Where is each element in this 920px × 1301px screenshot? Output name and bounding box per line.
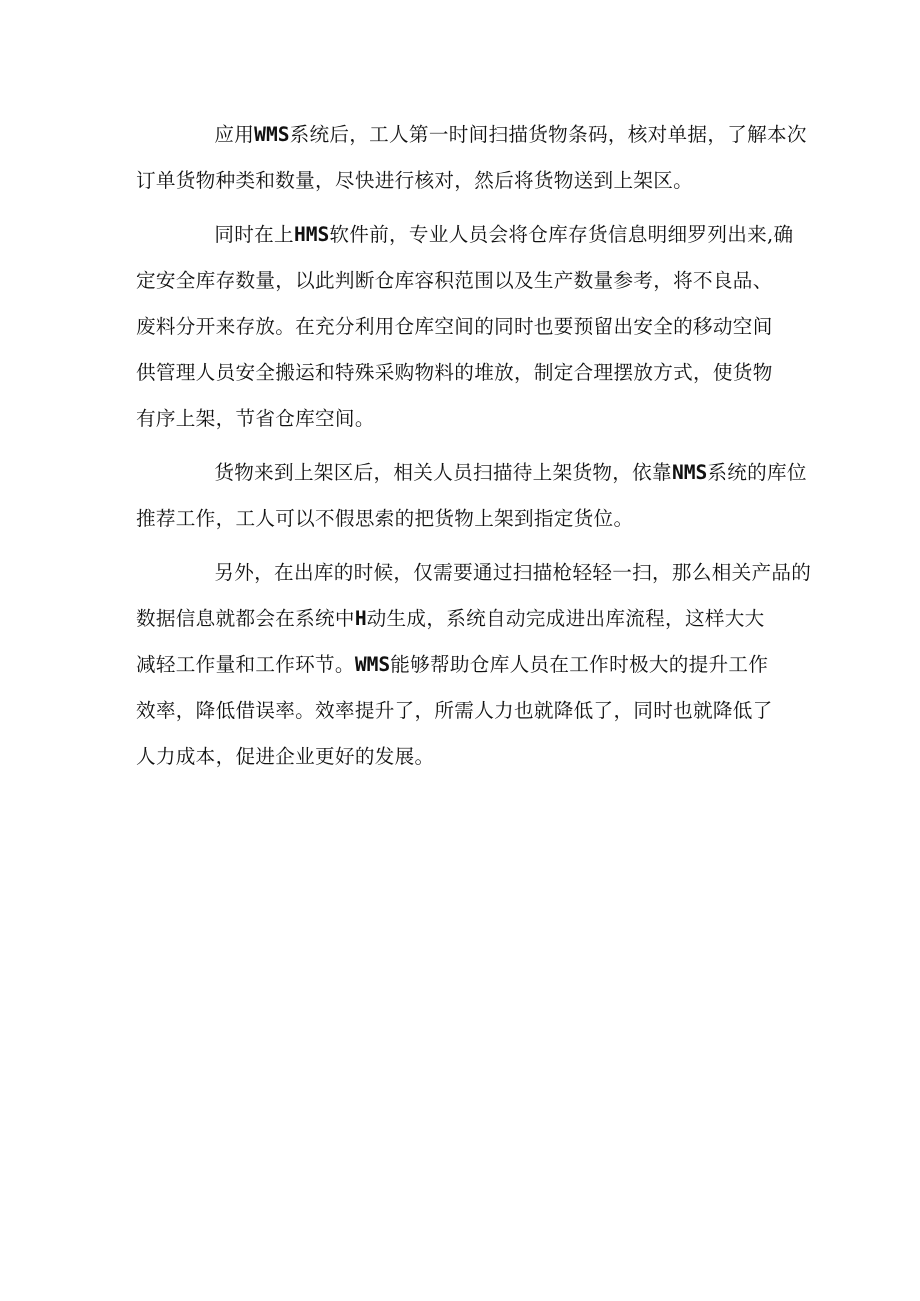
paragraph-line — [136, 396, 784, 442]
text-run: 减轻工作量和工作环节。 — [136, 653, 355, 676]
paragraph-3 — [136, 450, 807, 542]
paragraph-line — [136, 496, 784, 542]
text-run: 另外，在出库的时候，仅需要通过扫描枪轻轻一扫，那么相关产品的 — [214, 561, 812, 584]
paragraph-line — [136, 450, 807, 496]
paragraph-line — [136, 734, 784, 780]
paragraph-line — [136, 596, 784, 642]
paragraph-line — [136, 642, 784, 688]
text-run: 系统后，工人第一时间扫描货物条码，核对单据，了解本次 — [289, 123, 807, 146]
paragraph-1 — [136, 112, 807, 204]
paragraph-4 — [136, 550, 812, 780]
acronym-hms: HMS — [293, 223, 330, 246]
paragraph-line — [136, 212, 794, 258]
paragraph-line — [136, 688, 784, 734]
letter-h: H — [354, 607, 367, 630]
document-body — [136, 112, 812, 788]
paragraph-line — [136, 350, 784, 396]
paragraph-line — [136, 258, 784, 304]
text-run: 有序上架，节省仓库空间。 — [136, 407, 375, 430]
text-run: 定安全库存数量，以此判断仓库容积范围以及生产数量参考，将不良品、 — [136, 269, 773, 292]
text-run: 系统的库位 — [707, 461, 807, 484]
text-run: 同时在上 — [214, 223, 294, 246]
paragraph-line — [136, 304, 784, 350]
text-run: 应用 — [214, 123, 255, 146]
text-run: 软件前，专业人员会将仓库存货信息明细罗列出来,确 — [329, 223, 794, 246]
acronym-wms: WMS — [354, 653, 391, 676]
paragraph-line — [136, 158, 784, 204]
text-run: 数据信息就都会在系统中 — [136, 607, 355, 630]
paragraph-2 — [136, 212, 794, 442]
text-run: 供管理人员安全搬运和特殊采购物料的堆放，制定合理摆放方式，使货物 — [136, 361, 773, 384]
text-run: 货物来到上架区后，相关人员扫描待上架货物，依靠 — [214, 461, 672, 484]
text-run: 效率，降低借误率。效率提升了，所需人力也就降低了，同时也就降低了 — [136, 699, 773, 722]
paragraph-line — [136, 112, 807, 158]
text-run: 动生成，系统自动完成进出库流程，这样大大 — [366, 607, 765, 630]
text-run: 能够帮助仓库人员在工作时极大的提升工作 — [390, 653, 769, 676]
acronym-nms: NMS — [671, 461, 708, 484]
text-run: 人力成本，促进企业更好的发展。 — [136, 745, 435, 768]
text-run: 推荐工作，工人可以不假思索的把货物上架到指定货位。 — [136, 507, 634, 530]
text-run: 废料分开来存放。在充分利用仓库空间的同时也要预留出安全的移动空间 — [136, 315, 773, 338]
text-run: 订单货物种类和数量，尽快进行核对，然后将货物送到上架区。 — [136, 169, 694, 192]
paragraph-line — [136, 550, 812, 596]
acronym-wms: WMS — [254, 123, 290, 146]
